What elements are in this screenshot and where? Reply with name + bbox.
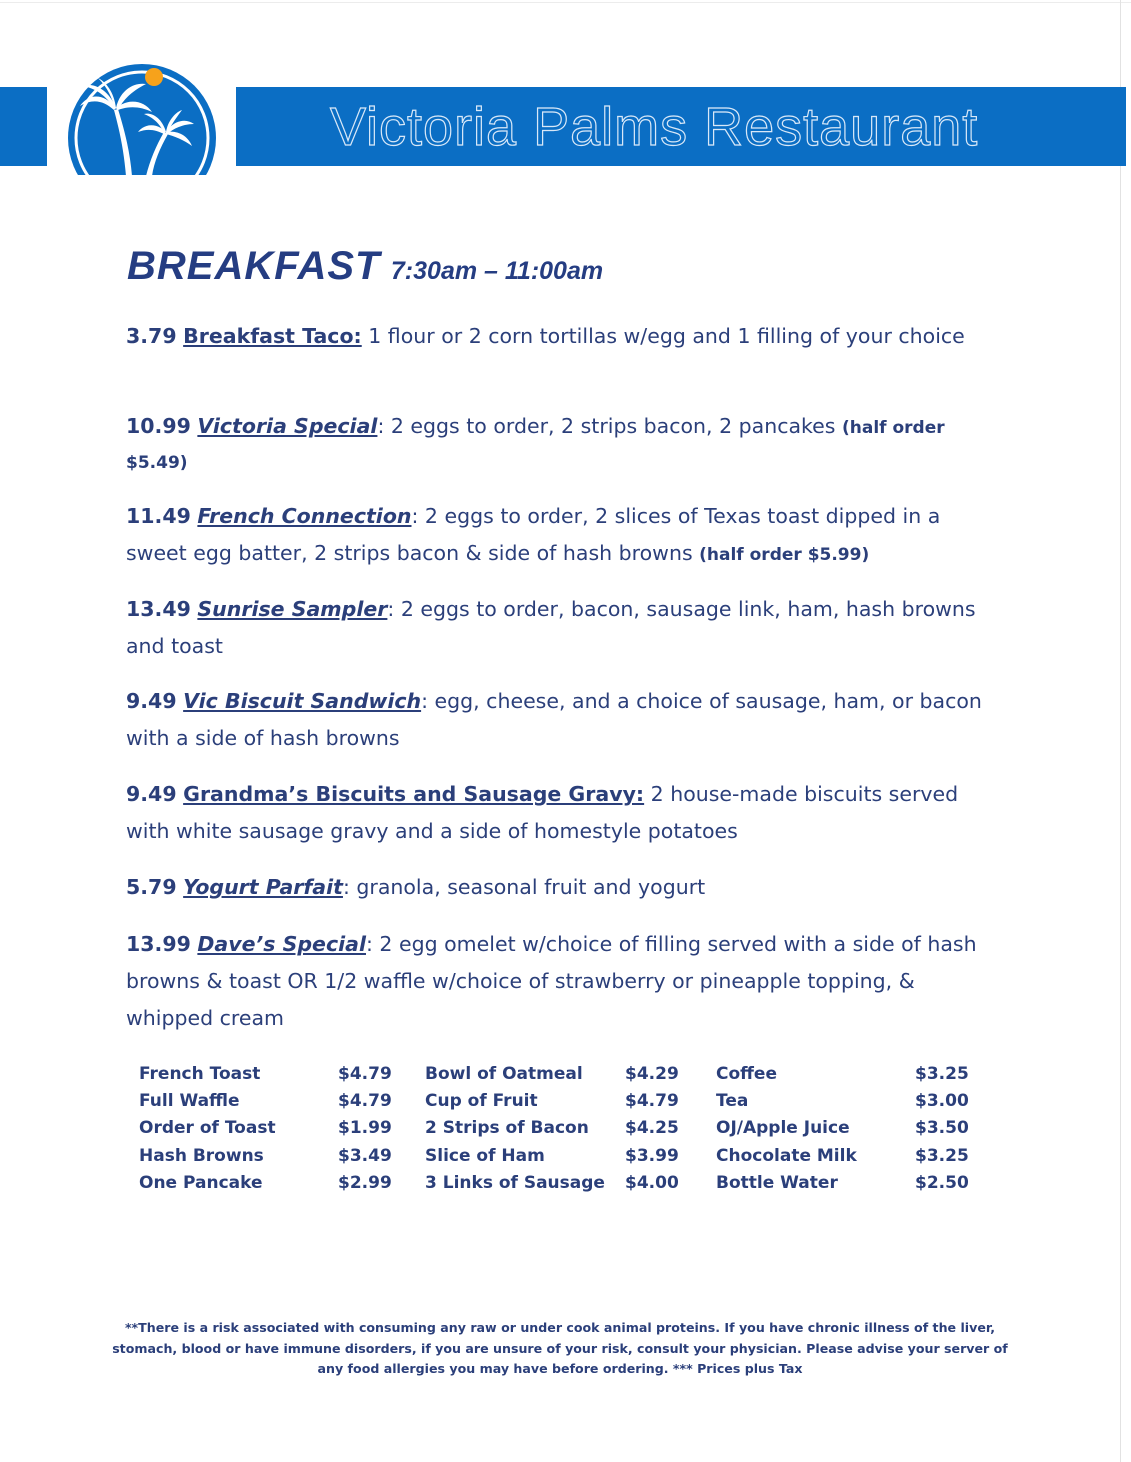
side-name: One Pancake [139,1172,263,1193]
side-row [425,1170,695,1197]
menu-item [126,498,1006,574]
item-price: 9.49 [126,689,177,713]
item-price: 5.79 [126,875,177,899]
drinks-column [716,1061,976,1197]
menu-item [126,683,1006,757]
item-price: 10.99 [126,414,191,438]
side-price: $3.50 [915,1118,969,1139]
item-half-order: (half order $5.99) [699,545,870,565]
side-price: $4.00 [625,1172,679,1193]
side-name: Coffee [716,1064,777,1084]
side-row [139,1170,399,1197]
side-row [139,1143,399,1170]
side-row [139,1061,399,1088]
side-price: $3.00 [915,1091,969,1112]
side-name: Full Waffle [139,1091,240,1112]
menu-item [126,926,1006,1037]
menu-item [126,776,1006,850]
side-name: Bowl of Oatmeal [425,1064,583,1084]
item-description: : 2 eggs to order, 2 strips bacon, 2 pancakes [377,414,842,438]
item-price: 13.99 [126,932,191,956]
side-row [425,1143,695,1170]
side-row [716,1088,976,1115]
side-price: $3.25 [915,1064,969,1084]
side-price: $2.99 [338,1172,392,1193]
item-description: : granola, seasonal fruit and yogurt [342,875,706,899]
item-price: 3.79 [126,324,177,348]
item-description: : 2 egg omelet w/choice of filling served with a side of hash browns & toast OR 1/2 waffle w/choice of strawberry or pineapple topping, & whipped cream [126,932,977,1030]
page-top-border [0,2,1131,3]
side-name: OJ/Apple Juice [716,1118,850,1139]
side-name: Order of Toast [139,1118,276,1139]
side-name: Chocolate Milk [716,1145,857,1166]
side-price: $2.50 [915,1172,969,1193]
item-name: Yogurt Parfait [183,875,343,899]
item-description: 1 flour or 2 corn tortillas w/egg and 1 filling of your choice [361,324,965,348]
side-name: Cup of Fruit [425,1091,538,1112]
side-row [425,1115,695,1142]
item-name: Vic Biscuit Sandwich [183,689,422,713]
side-row [716,1170,976,1197]
menu-item [126,869,705,906]
side-price: $4.25 [625,1118,679,1139]
side-row [716,1143,976,1170]
side-row [716,1061,976,1088]
item-name: Dave’s Special [197,932,366,956]
menu-item [126,591,1006,665]
side-price: $4.29 [625,1064,679,1084]
side-row [425,1061,695,1088]
item-price: 13.49 [126,597,191,621]
item-name: Sunrise Sampler [197,597,388,621]
item-description: : 2 eggs to order, 2 slices of Texas toast dipped in a sweet egg batter, 2 strips bacon & side of hash browns [126,504,941,565]
side-price: $4.79 [338,1091,392,1112]
item-name: French Connection [197,504,412,528]
item-price: 9.49 [126,782,177,806]
breakfast-heading [127,244,603,289]
sides-column [425,1061,695,1197]
side-name: 2 Strips of Bacon [425,1118,589,1139]
item-description: : egg, cheese, and a choice of sausage, ham, or bacon with a side of hash browns [126,689,982,750]
side-row [425,1088,695,1115]
side-row [139,1115,399,1142]
item-price: 11.49 [126,504,191,528]
side-name: Tea [716,1091,749,1112]
side-price: $3.49 [338,1145,392,1166]
side-price: $1.99 [338,1118,392,1139]
section-title: BREAKFAST [127,244,381,288]
item-half-order: (half order $5.49) [126,418,945,473]
restaurant-name: Victoria Palms Restaurant [330,97,979,157]
menu-item [126,318,965,355]
item-name: Breakfast Taco: [183,324,362,348]
side-name: 3 Links of Sausage [425,1172,605,1193]
side-name: Bottle Water [716,1172,838,1193]
sides-column [139,1061,399,1197]
side-price: $4.79 [625,1091,679,1112]
side-price: $3.99 [625,1145,679,1166]
item-description: : 2 eggs to order, bacon, sausage link, ham, hash browns and toast [126,597,976,658]
page-right-border [1120,0,1121,1462]
side-name: Slice of Ham [425,1145,545,1166]
item-description: 2 house-made biscuits served with white sausage gravy and a side of homestyle potatoes [126,782,959,843]
palm-trees-icon [48,52,238,177]
side-row [139,1088,399,1115]
side-price: $3.25 [915,1145,969,1166]
menu-item [126,410,1006,480]
side-price: $4.79 [338,1064,392,1084]
side-name: French Toast [139,1064,261,1084]
side-name: Hash Browns [139,1145,264,1166]
disclaimer-note: **There is a risk associated with consuming any raw or under cook animal proteins. If you have chronic illness of the liver, stomach, blood or have immune disorders, if you are unsure of your risk, consult your physician. Please advise your server of any food allergies you may have before ordering. *** Prices plus Tax [112,1320,1008,1376]
section-hours: 7:30am – 11:00am [390,257,604,285]
item-name: Victoria Special [197,414,378,438]
item-name: Grandma’s Biscuits and Sausage Gravy: [183,782,645,806]
banner-left-stripe [0,87,47,166]
side-row [716,1115,976,1142]
